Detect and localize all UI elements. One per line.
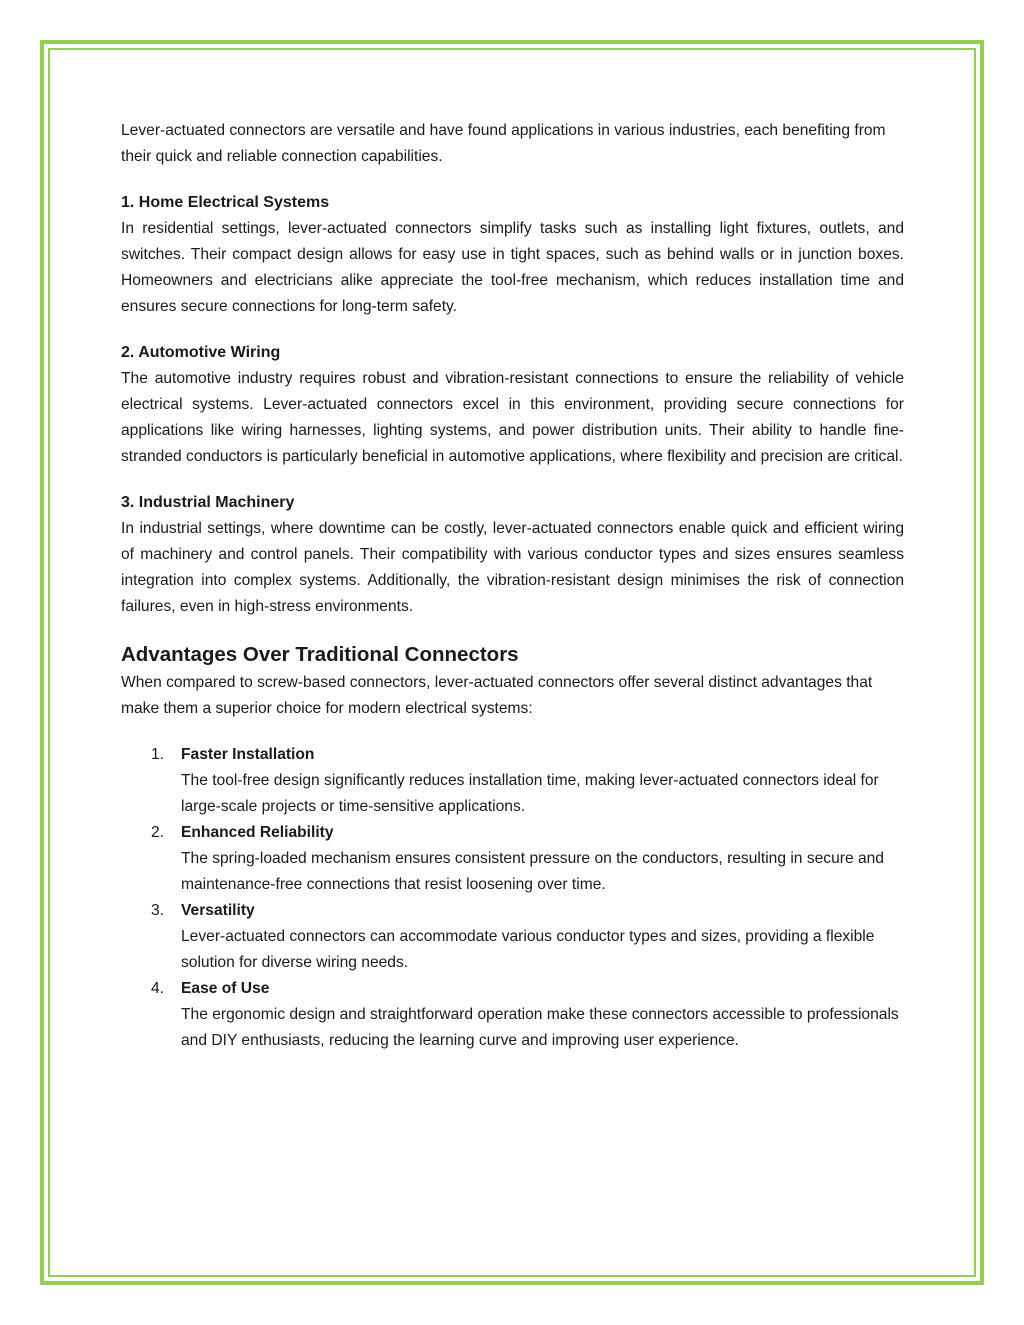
advantages-section bbox=[121, 640, 904, 1054]
section-body: The automotive industry requires robust and vibration-resistant connections to ensure the reliability of vehicle electrical systems. Lever-actuated connectors excel in this environment, providing secure connections for applications like wiring harnesses, lighting systems, and power distribution units. Their ability to handle fine-stranded conductors is particularly beneficial in automotive applications, where flexibility and precision are critical. bbox=[121, 370, 904, 465]
section-heading: 2. Automotive Wiring bbox=[121, 344, 281, 361]
section-heading: 1. Home Electrical Systems bbox=[121, 194, 330, 211]
list-item bbox=[121, 820, 904, 898]
section-body: In residential settings, lever-actuated connectors simplify tasks such as installing light fixtures, outlets, and switches. Their compact design allows for easy use in tight spaces, such as behind walls or in junction boxes. Homeowners and electricians alike appreciate the tool-free mechanism, which reduces installation time and ensures secure connections for long-term safety. bbox=[121, 220, 904, 315]
list-item-title: Enhanced Reliability bbox=[181, 824, 334, 841]
list-item-number: 2. bbox=[151, 824, 165, 841]
advantages-heading: Advantages Over Traditional Connectors bbox=[121, 643, 519, 666]
advantages-intro: When compared to screw-based connectors, lever-actuated connectors offer several distinct advantages that make them a superior choice for modern electrical systems: bbox=[121, 674, 873, 717]
intro-paragraph: Lever-actuated connectors are versatile and have found applications in various industries, each benefiting from their quick and reliable connection capabilities. bbox=[121, 122, 886, 165]
list-item-number: 4. bbox=[151, 980, 165, 997]
list-item-title: Faster Installation bbox=[181, 746, 315, 763]
section-home-electrical bbox=[121, 190, 904, 320]
list-item-text: The ergonomic design and straightforward operation make these connectors accessible to professionals and DIY enthusiasts, reducing the learning curve and improving user experience. bbox=[181, 1006, 899, 1049]
section-industrial-machinery bbox=[121, 490, 904, 620]
list-item-title: Ease of Use bbox=[181, 980, 270, 997]
section-heading: 3. Industrial Machinery bbox=[121, 494, 295, 511]
list-item bbox=[121, 742, 904, 820]
section-automotive-wiring bbox=[121, 340, 904, 470]
list-item-title: Versatility bbox=[181, 902, 255, 919]
list-item-number: 3. bbox=[151, 902, 165, 919]
advantages-list bbox=[121, 742, 904, 1054]
list-item-text: The spring-loaded mechanism ensures consistent pressure on the conductors, resulting in secure and maintenance-free connections that resist loosening over time. bbox=[181, 850, 884, 893]
section-body: In industrial settings, where downtime can be costly, lever-actuated connectors enable quick and efficient wiring of machinery and control panels. Their compatibility with various conductor types and sizes ensures seamless integration into complex systems. Additionally, the vibration-resistant design minimises the risk of connection failures, even in high-stress environments. bbox=[121, 520, 904, 615]
list-item bbox=[121, 976, 904, 1054]
list-item-number: 1. bbox=[151, 746, 165, 763]
list-item-text: Lever-actuated connectors can accommodate various conductor types and sizes, providing a flexible solution for diverse wiring needs. bbox=[181, 928, 875, 971]
list-item-text: The tool-free design significantly reduces installation time, making lever-actuated connectors ideal for large-scale projects or time-sensitive applications. bbox=[181, 772, 879, 815]
list-item bbox=[121, 898, 904, 976]
document-body bbox=[121, 118, 904, 1054]
